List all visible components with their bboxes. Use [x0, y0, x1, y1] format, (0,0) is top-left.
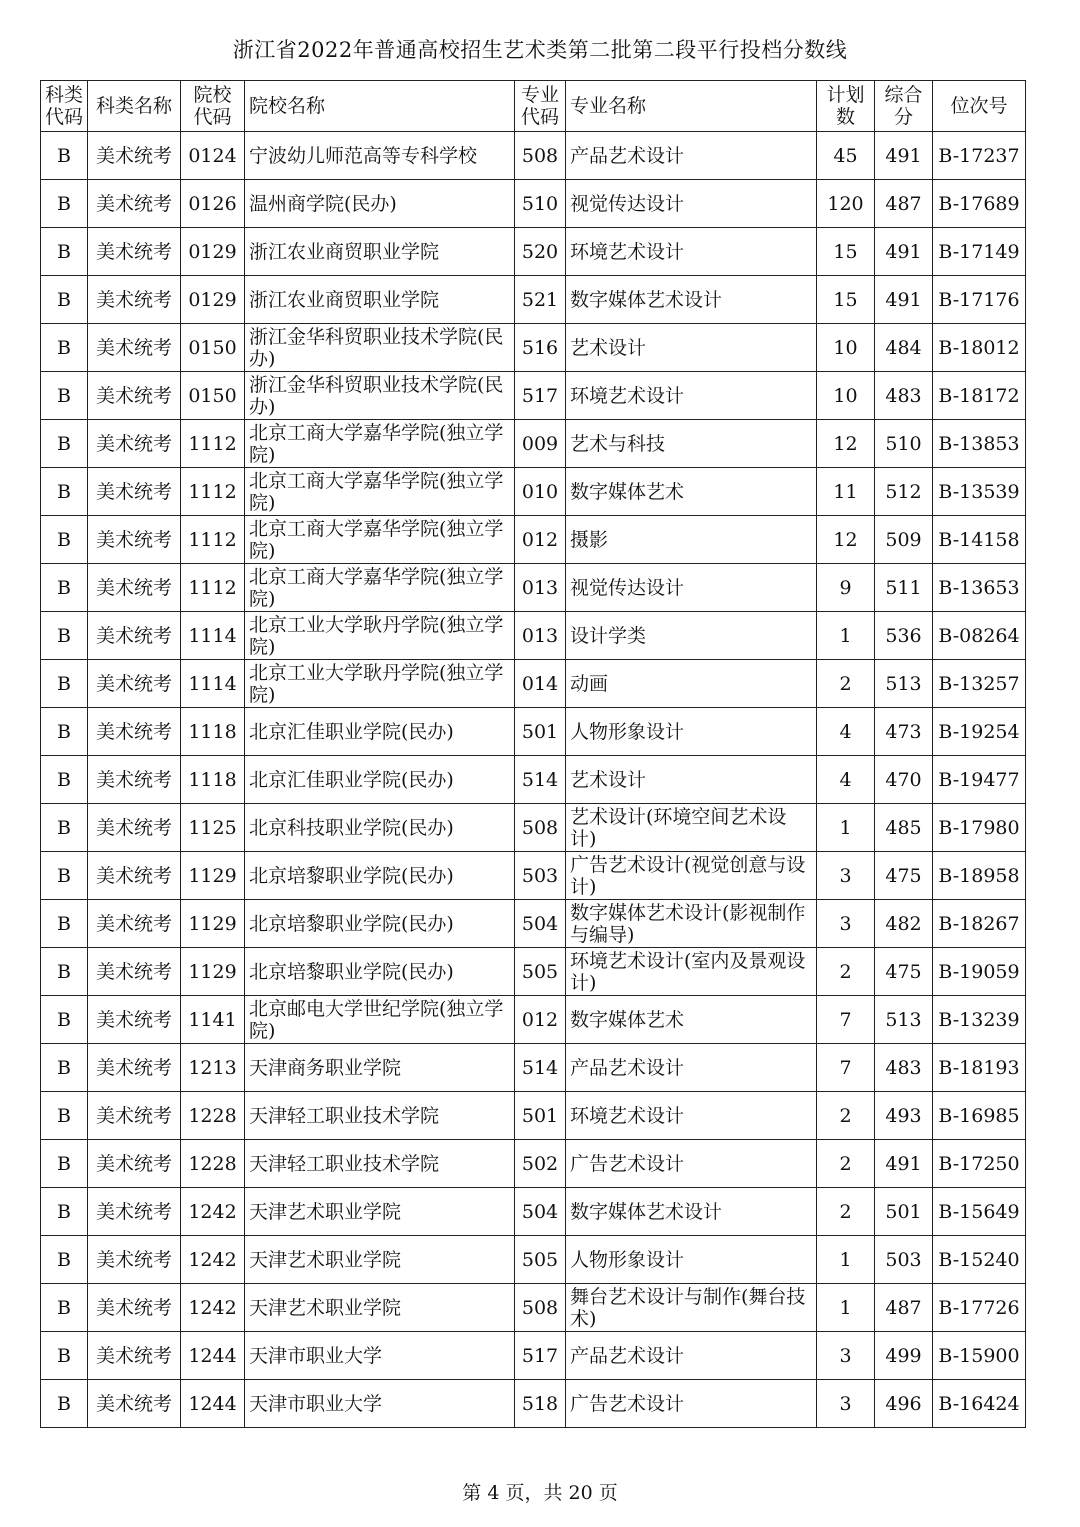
- composite-score-cell: 536: [875, 612, 933, 660]
- plan-count-cell: 2: [817, 1092, 875, 1140]
- plan-count-cell: 9: [817, 564, 875, 612]
- category-name-cell: 美术统考: [88, 1284, 181, 1332]
- header-school-name: 院校名称: [245, 81, 515, 132]
- category-code-cell: B: [41, 1140, 88, 1188]
- major-name-cell: 艺术设计: [566, 756, 817, 804]
- table-row: [41, 1380, 1026, 1428]
- plan-count-cell: 11: [817, 468, 875, 516]
- table-row: [41, 1140, 1026, 1188]
- table-row: [41, 612, 1026, 660]
- major-code-cell: 009: [515, 420, 566, 468]
- category-name-cell: 美术统考: [88, 1140, 181, 1188]
- rank-cell: B-08264: [933, 612, 1026, 660]
- category-name-cell: 美术统考: [88, 1044, 181, 1092]
- category-code-cell: B: [41, 180, 88, 228]
- school-code-cell: 1141: [181, 996, 245, 1044]
- school-code-cell: 1118: [181, 756, 245, 804]
- major-name-cell: 数字媒体艺术设计(影视制作与编导): [566, 900, 817, 948]
- page-title: 浙江省2022年普通高校招生艺术类第二批第二段平行投档分数线: [232, 38, 848, 62]
- plan-count-cell: 1: [817, 804, 875, 852]
- major-code-cell: 502: [515, 1140, 566, 1188]
- table-row: [41, 996, 1026, 1044]
- major-code-cell: 516: [515, 324, 566, 372]
- school-name-cell: 北京工业大学耿丹学院(独立学院): [245, 660, 515, 708]
- school-name-cell: 北京工商大学嘉华学院(独立学院): [245, 468, 515, 516]
- school-name-cell: 天津轻工职业技术学院: [245, 1140, 515, 1188]
- table-row: [41, 516, 1026, 564]
- category-code-cell: B: [41, 1092, 88, 1140]
- composite-score-cell: 470: [875, 756, 933, 804]
- category-code-cell: B: [41, 996, 88, 1044]
- category-code-cell: B: [41, 708, 88, 756]
- header-plan-count: 计划数: [817, 81, 875, 132]
- major-code-cell: 510: [515, 180, 566, 228]
- category-code-cell: B: [41, 420, 88, 468]
- plan-count-cell: 45: [817, 132, 875, 180]
- category-name-cell: 美术统考: [88, 612, 181, 660]
- major-name-cell: 数字媒体艺术设计: [566, 276, 817, 324]
- major-name-cell: 环境艺术设计: [566, 228, 817, 276]
- category-code-cell: B: [41, 228, 88, 276]
- major-code-cell: 503: [515, 852, 566, 900]
- table-row: [41, 324, 1026, 372]
- plan-count-cell: 15: [817, 228, 875, 276]
- major-name-cell: 环境艺术设计: [566, 1092, 817, 1140]
- category-code-cell: B: [41, 372, 88, 420]
- school-name-cell: 天津商务职业学院: [245, 1044, 515, 1092]
- major-code-cell: 501: [515, 708, 566, 756]
- school-code-cell: 1213: [181, 1044, 245, 1092]
- category-code-cell: B: [41, 900, 88, 948]
- table-row: [41, 660, 1026, 708]
- rank-cell: B-18012: [933, 324, 1026, 372]
- school-name-cell: 北京工商大学嘉华学院(独立学院): [245, 516, 515, 564]
- composite-score-cell: 501: [875, 1188, 933, 1236]
- table-row: [41, 276, 1026, 324]
- school-name-cell: 宁波幼儿师范高等专科学校: [245, 132, 515, 180]
- school-code-cell: 0126: [181, 180, 245, 228]
- rank-cell: B-19059: [933, 948, 1026, 996]
- table-row: [41, 372, 1026, 420]
- plan-count-cell: 120: [817, 180, 875, 228]
- composite-score-cell: 513: [875, 660, 933, 708]
- composite-score-cell: 499: [875, 1332, 933, 1380]
- table-row: [41, 900, 1026, 948]
- school-name-cell: 浙江金华科贸职业技术学院(民办): [245, 324, 515, 372]
- category-name-cell: 美术统考: [88, 1380, 181, 1428]
- plan-count-cell: 4: [817, 708, 875, 756]
- category-code-cell: B: [41, 1236, 88, 1284]
- composite-score-cell: 483: [875, 372, 933, 420]
- plan-count-cell: 3: [817, 1332, 875, 1380]
- rank-cell: B-18958: [933, 852, 1026, 900]
- school-name-cell: 浙江农业商贸职业学院: [245, 228, 515, 276]
- category-code-cell: B: [41, 948, 88, 996]
- category-code-cell: B: [41, 276, 88, 324]
- category-code-cell: B: [41, 804, 88, 852]
- category-name-cell: 美术统考: [88, 564, 181, 612]
- composite-score-cell: 493: [875, 1092, 933, 1140]
- major-name-cell: 舞台艺术设计与制作(舞台技术): [566, 1284, 817, 1332]
- composite-score-cell: 491: [875, 276, 933, 324]
- rank-cell: B-13257: [933, 660, 1026, 708]
- page-footer: 第 4 页，共 20 页: [462, 1482, 618, 1504]
- school-code-cell: 1228: [181, 1140, 245, 1188]
- composite-score-cell: 491: [875, 1140, 933, 1188]
- school-name-cell: 北京培黎职业学院(民办): [245, 900, 515, 948]
- major-name-cell: 人物形象设计: [566, 708, 817, 756]
- header-school-code: 院校代码: [181, 81, 245, 132]
- rank-cell: B-17980: [933, 804, 1026, 852]
- major-name-cell: 环境艺术设计(室内及景观设计): [566, 948, 817, 996]
- school-name-cell: 天津艺术职业学院: [245, 1188, 515, 1236]
- category-name-cell: 美术统考: [88, 372, 181, 420]
- school-name-cell: 浙江金华科贸职业技术学院(民办): [245, 372, 515, 420]
- major-name-cell: 视觉传达设计: [566, 564, 817, 612]
- rank-cell: B-15649: [933, 1188, 1026, 1236]
- composite-score-cell: 475: [875, 948, 933, 996]
- composite-score-cell: 487: [875, 180, 933, 228]
- school-name-cell: 北京培黎职业学院(民办): [245, 948, 515, 996]
- school-name-cell: 北京科技职业学院(民办): [245, 804, 515, 852]
- school-code-cell: 1129: [181, 852, 245, 900]
- major-name-cell: 艺术设计(环境空间艺术设计): [566, 804, 817, 852]
- major-name-cell: 动画: [566, 660, 817, 708]
- school-code-cell: 1114: [181, 612, 245, 660]
- plan-count-cell: 12: [817, 516, 875, 564]
- school-name-cell: 天津艺术职业学院: [245, 1236, 515, 1284]
- school-name-cell: 温州商学院(民办): [245, 180, 515, 228]
- plan-count-cell: 3: [817, 900, 875, 948]
- school-code-cell: 1129: [181, 948, 245, 996]
- table-row: [41, 948, 1026, 996]
- school-name-cell: 天津轻工职业技术学院: [245, 1092, 515, 1140]
- header-major-code: 专业代码: [515, 81, 566, 132]
- category-name-cell: 美术统考: [88, 1332, 181, 1380]
- major-code-cell: 012: [515, 996, 566, 1044]
- category-code-cell: B: [41, 852, 88, 900]
- plan-count-cell: 12: [817, 420, 875, 468]
- major-name-cell: 摄影: [566, 516, 817, 564]
- composite-score-cell: 487: [875, 1284, 933, 1332]
- school-name-cell: 北京工商大学嘉华学院(独立学院): [245, 564, 515, 612]
- major-code-cell: 501: [515, 1092, 566, 1140]
- major-code-cell: 514: [515, 756, 566, 804]
- rank-cell: B-17237: [933, 132, 1026, 180]
- category-code-cell: B: [41, 324, 88, 372]
- table-row: [41, 1188, 1026, 1236]
- rank-cell: B-13539: [933, 468, 1026, 516]
- school-code-cell: 1112: [181, 420, 245, 468]
- table-row: [41, 420, 1026, 468]
- rank-cell: B-17176: [933, 276, 1026, 324]
- composite-score-cell: 513: [875, 996, 933, 1044]
- major-name-cell: 视觉传达设计: [566, 180, 817, 228]
- rank-cell: B-17689: [933, 180, 1026, 228]
- composite-score-cell: 509: [875, 516, 933, 564]
- category-code-cell: B: [41, 1380, 88, 1428]
- composite-score-cell: 511: [875, 564, 933, 612]
- school-code-cell: 1244: [181, 1332, 245, 1380]
- major-name-cell: 产品艺术设计: [566, 1044, 817, 1092]
- rank-cell: B-19477: [933, 756, 1026, 804]
- table-row: [41, 852, 1026, 900]
- category-name-cell: 美术统考: [88, 324, 181, 372]
- major-code-cell: 012: [515, 516, 566, 564]
- school-name-cell: 北京汇佳职业学院(民办): [245, 756, 515, 804]
- category-code-cell: B: [41, 660, 88, 708]
- table-row: [41, 756, 1026, 804]
- school-name-cell: 北京邮电大学世纪学院(独立学院): [245, 996, 515, 1044]
- table-row: [41, 468, 1026, 516]
- table-row: [41, 228, 1026, 276]
- header-major-name: 专业名称: [566, 81, 817, 132]
- category-name-cell: 美术统考: [88, 756, 181, 804]
- category-name-cell: 美术统考: [88, 852, 181, 900]
- school-code-cell: 1125: [181, 804, 245, 852]
- major-name-cell: 数字媒体艺术: [566, 996, 817, 1044]
- major-code-cell: 514: [515, 1044, 566, 1092]
- category-name-cell: 美术统考: [88, 708, 181, 756]
- rank-cell: B-16985: [933, 1092, 1026, 1140]
- category-code-cell: B: [41, 132, 88, 180]
- major-name-cell: 艺术与科技: [566, 420, 817, 468]
- header-category-code: 科类代码: [41, 81, 88, 132]
- composite-score-cell: 485: [875, 804, 933, 852]
- major-code-cell: 518: [515, 1380, 566, 1428]
- category-code-cell: B: [41, 612, 88, 660]
- category-name-cell: 美术统考: [88, 996, 181, 1044]
- rank-cell: B-17250: [933, 1140, 1026, 1188]
- school-name-cell: 天津市职业大学: [245, 1332, 515, 1380]
- rank-cell: B-18267: [933, 900, 1026, 948]
- table-row: [41, 804, 1026, 852]
- school-code-cell: 1112: [181, 564, 245, 612]
- table-row: [41, 564, 1026, 612]
- rank-cell: B-13653: [933, 564, 1026, 612]
- school-code-cell: 1112: [181, 516, 245, 564]
- major-code-cell: 517: [515, 1332, 566, 1380]
- major-name-cell: 广告艺术设计(视觉创意与设计): [566, 852, 817, 900]
- category-name-cell: 美术统考: [88, 1188, 181, 1236]
- major-code-cell: 014: [515, 660, 566, 708]
- rank-cell: B-13853: [933, 420, 1026, 468]
- rank-cell: B-17726: [933, 1284, 1026, 1332]
- category-name-cell: 美术统考: [88, 1092, 181, 1140]
- plan-count-cell: 4: [817, 756, 875, 804]
- header-composite-score: 综合分: [875, 81, 933, 132]
- school-name-cell: 北京汇佳职业学院(民办): [245, 708, 515, 756]
- composite-score-cell: 484: [875, 324, 933, 372]
- school-code-cell: 0129: [181, 228, 245, 276]
- header-rank: 位次号: [933, 81, 1026, 132]
- school-code-cell: 1242: [181, 1188, 245, 1236]
- school-name-cell: 天津艺术职业学院: [245, 1284, 515, 1332]
- category-name-cell: 美术统考: [88, 468, 181, 516]
- category-name-cell: 美术统考: [88, 804, 181, 852]
- composite-score-cell: 512: [875, 468, 933, 516]
- category-code-cell: B: [41, 1284, 88, 1332]
- category-name-cell: 美术统考: [88, 132, 181, 180]
- school-code-cell: 1118: [181, 708, 245, 756]
- composite-score-cell: 491: [875, 132, 933, 180]
- plan-count-cell: 1: [817, 1236, 875, 1284]
- major-code-cell: 013: [515, 612, 566, 660]
- major-code-cell: 504: [515, 900, 566, 948]
- table-row: [41, 1092, 1026, 1140]
- school-name-cell: 北京工商大学嘉华学院(独立学院): [245, 420, 515, 468]
- category-name-cell: 美术统考: [88, 948, 181, 996]
- major-code-cell: 505: [515, 1236, 566, 1284]
- rank-cell: B-18193: [933, 1044, 1026, 1092]
- major-name-cell: 环境艺术设计: [566, 372, 817, 420]
- school-name-cell: 北京培黎职业学院(民办): [245, 852, 515, 900]
- plan-count-cell: 7: [817, 1044, 875, 1092]
- table-row: [41, 1236, 1026, 1284]
- composite-score-cell: 503: [875, 1236, 933, 1284]
- school-name-cell: 天津市职业大学: [245, 1380, 515, 1428]
- composite-score-cell: 473: [875, 708, 933, 756]
- major-name-cell: 广告艺术设计: [566, 1140, 817, 1188]
- major-code-cell: 508: [515, 1284, 566, 1332]
- category-code-cell: B: [41, 756, 88, 804]
- plan-count-cell: 1: [817, 612, 875, 660]
- category-name-cell: 美术统考: [88, 660, 181, 708]
- school-code-cell: 0150: [181, 372, 245, 420]
- school-code-cell: 0150: [181, 324, 245, 372]
- table-row: [41, 708, 1026, 756]
- major-name-cell: 产品艺术设计: [566, 132, 817, 180]
- category-name-cell: 美术统考: [88, 516, 181, 564]
- school-code-cell: 1242: [181, 1236, 245, 1284]
- major-code-cell: 517: [515, 372, 566, 420]
- plan-count-cell: 3: [817, 852, 875, 900]
- major-name-cell: 设计学类: [566, 612, 817, 660]
- rank-cell: B-15240: [933, 1236, 1026, 1284]
- major-code-cell: 013: [515, 564, 566, 612]
- rank-cell: B-17149: [933, 228, 1026, 276]
- category-code-cell: B: [41, 516, 88, 564]
- plan-count-cell: 2: [817, 660, 875, 708]
- major-code-cell: 521: [515, 276, 566, 324]
- composite-score-cell: 496: [875, 1380, 933, 1428]
- admission-score-table: [40, 80, 1026, 1428]
- category-code-cell: B: [41, 1044, 88, 1092]
- composite-score-cell: 510: [875, 420, 933, 468]
- major-name-cell: 产品艺术设计: [566, 1332, 817, 1380]
- rank-cell: B-19254: [933, 708, 1026, 756]
- composite-score-cell: 482: [875, 900, 933, 948]
- plan-count-cell: 10: [817, 372, 875, 420]
- category-code-cell: B: [41, 468, 88, 516]
- major-name-cell: 艺术设计: [566, 324, 817, 372]
- rank-cell: B-16424: [933, 1380, 1026, 1428]
- plan-count-cell: 10: [817, 324, 875, 372]
- school-code-cell: 0124: [181, 132, 245, 180]
- school-code-cell: 1129: [181, 900, 245, 948]
- composite-score-cell: 475: [875, 852, 933, 900]
- plan-count-cell: 2: [817, 1188, 875, 1236]
- plan-count-cell: 2: [817, 948, 875, 996]
- table-row: [41, 1332, 1026, 1380]
- plan-count-cell: 3: [817, 1380, 875, 1428]
- major-code-cell: 508: [515, 132, 566, 180]
- category-code-cell: B: [41, 1332, 88, 1380]
- composite-score-cell: 483: [875, 1044, 933, 1092]
- school-code-cell: 0129: [181, 276, 245, 324]
- category-name-cell: 美术统考: [88, 180, 181, 228]
- table-header-row: [41, 81, 1026, 132]
- major-code-cell: 010: [515, 468, 566, 516]
- category-name-cell: 美术统考: [88, 420, 181, 468]
- table-row: [41, 132, 1026, 180]
- plan-count-cell: 15: [817, 276, 875, 324]
- rank-cell: B-15900: [933, 1332, 1026, 1380]
- category-name-cell: 美术统考: [88, 900, 181, 948]
- composite-score-cell: 491: [875, 228, 933, 276]
- school-code-cell: 1244: [181, 1380, 245, 1428]
- major-code-cell: 505: [515, 948, 566, 996]
- school-name-cell: 北京工业大学耿丹学院(独立学院): [245, 612, 515, 660]
- major-code-cell: 504: [515, 1188, 566, 1236]
- rank-cell: B-18172: [933, 372, 1026, 420]
- plan-count-cell: 7: [817, 996, 875, 1044]
- plan-count-cell: 2: [817, 1140, 875, 1188]
- major-name-cell: 人物形象设计: [566, 1236, 817, 1284]
- major-code-cell: 508: [515, 804, 566, 852]
- category-name-cell: 美术统考: [88, 276, 181, 324]
- rank-cell: B-13239: [933, 996, 1026, 1044]
- major-name-cell: 广告艺术设计: [566, 1380, 817, 1428]
- table-row: [41, 1284, 1026, 1332]
- major-code-cell: 520: [515, 228, 566, 276]
- category-name-cell: 美术统考: [88, 1236, 181, 1284]
- category-name-cell: 美术统考: [88, 228, 181, 276]
- school-name-cell: 浙江农业商贸职业学院: [245, 276, 515, 324]
- rank-cell: B-14158: [933, 516, 1026, 564]
- school-code-cell: 1114: [181, 660, 245, 708]
- table-row: [41, 180, 1026, 228]
- school-code-cell: 1228: [181, 1092, 245, 1140]
- table-row: [41, 1044, 1026, 1092]
- major-name-cell: 数字媒体艺术: [566, 468, 817, 516]
- category-code-cell: B: [41, 1188, 88, 1236]
- plan-count-cell: 1: [817, 1284, 875, 1332]
- school-code-cell: 1242: [181, 1284, 245, 1332]
- major-name-cell: 数字媒体艺术设计: [566, 1188, 817, 1236]
- category-code-cell: B: [41, 564, 88, 612]
- header-category-name: 科类名称: [88, 81, 181, 132]
- school-code-cell: 1112: [181, 468, 245, 516]
